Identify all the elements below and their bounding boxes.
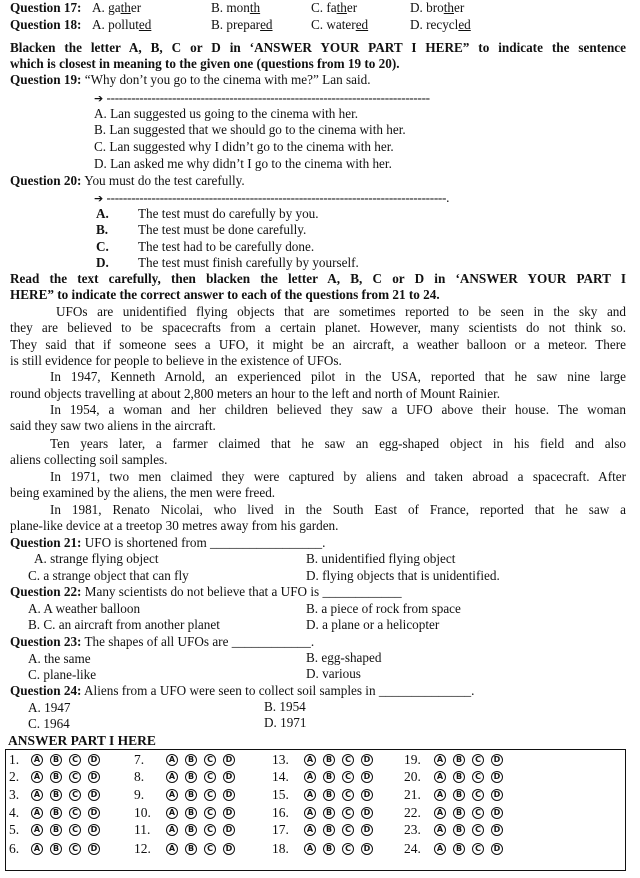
arrow-icon: ➔ <box>94 92 104 105</box>
answer-bubble-d[interactable]: D <box>491 771 503 783</box>
answer-bubble-a[interactable]: A <box>31 824 43 836</box>
q23-option-a: A. the same <box>28 651 91 666</box>
answer-bubble-d[interactable]: D <box>223 807 235 819</box>
answer-bubble-b[interactable]: B <box>453 789 465 801</box>
answer-bubble-b[interactable]: B <box>185 771 197 783</box>
answer-bubble-c[interactable]: C <box>204 807 216 819</box>
q20-option-a: The test must do carefully by you. <box>138 206 319 221</box>
answer-bubble-d[interactable]: D <box>223 824 235 836</box>
answer-bubble-d[interactable]: D <box>88 789 100 801</box>
answer-bubble-b[interactable]: B <box>50 771 62 783</box>
answer-row <box>9 822 107 838</box>
answer-row <box>9 787 107 803</box>
answer-bubble-c[interactable]: C <box>204 771 216 783</box>
answer-number: 22. <box>404 805 421 820</box>
answer-bubble-b[interactable]: B <box>453 754 465 766</box>
answer-number: 18. <box>272 841 289 856</box>
answer-number: 11. <box>134 822 151 837</box>
answer-number: 6. <box>9 841 20 856</box>
answer-number: 21. <box>404 787 421 802</box>
passage-line: said they saw two aliens in the aircraft. <box>10 418 216 433</box>
answer-bubble-b[interactable]: B <box>50 824 62 836</box>
answer-bubble-a[interactable]: A <box>304 789 316 801</box>
answer-bubble-a[interactable]: A <box>166 771 178 783</box>
answer-number: 1. <box>9 752 20 767</box>
instruction-line: which is closest in meaning to the given one (questions from 19 to 20). <box>10 56 400 71</box>
answer-bubble-a[interactable]: A <box>304 807 316 819</box>
answer-row <box>9 752 107 768</box>
answer-bubble-c[interactable]: C <box>342 824 354 836</box>
answer-row <box>134 787 242 803</box>
q23-option-b: B. egg-shaped <box>306 650 382 665</box>
answer-number: 7. <box>134 752 145 767</box>
q24-option-c: C. 1964 <box>28 716 70 731</box>
answer-row <box>404 841 510 857</box>
answer-number: 2. <box>9 769 20 784</box>
answer-bubble-a[interactable]: A <box>166 843 178 855</box>
q18-option-a: A. polluted <box>92 17 152 32</box>
answer-row <box>404 787 510 803</box>
answer-bubble-b[interactable]: B <box>185 843 197 855</box>
answer-bubble-b[interactable]: B <box>185 824 197 836</box>
answer-bubble-c[interactable]: C <box>204 824 216 836</box>
answer-number: 15. <box>272 787 289 802</box>
q24-option-b: B. 1954 <box>264 699 306 714</box>
answer-row <box>404 822 510 838</box>
passage-line: plane-like device at a treetop 30 metres away from his garden. <box>10 518 339 533</box>
answer-bubble-d[interactable]: D <box>361 807 373 819</box>
q19-option-a: A. Lan suggested us going to the cinema with her. <box>94 106 359 121</box>
answer-bubble-c[interactable]: C <box>69 754 81 766</box>
answer-bubble-d[interactable]: D <box>491 789 503 801</box>
q18-option-d: D. recycled <box>410 17 471 32</box>
answer-number: 24. <box>404 841 421 856</box>
answer-number: 14. <box>272 769 289 784</box>
q17-option-b: B. month <box>211 0 261 15</box>
passage-line: UFOs are unidentified flying objects that are sometimes reported to be seen in the sky and <box>56 304 626 319</box>
q20-rewrite-line: ➔ -----------------------------------------------------------------------------------. <box>94 190 450 205</box>
answer-bubble-d[interactable]: D <box>361 754 373 766</box>
answer-bubble-c[interactable]: C <box>342 754 354 766</box>
passage-line: round objects travelling at about 2,800 meters an hour to the left and north of Mount Rainier. <box>10 386 501 401</box>
q20-letter-d: D. <box>96 255 109 270</box>
q24-option-d: D. 1971 <box>264 715 307 730</box>
passage-line: Ten years later, a farmer claimed that he saw an egg-shaped object in his field and also <box>50 436 626 451</box>
answer-row <box>272 787 380 803</box>
answer-number: 9. <box>134 787 145 802</box>
answer-number: 3. <box>9 787 20 802</box>
answer-bubble-a[interactable]: A <box>434 789 446 801</box>
answer-bubble-b[interactable]: B <box>323 789 335 801</box>
answer-bubble-d[interactable]: D <box>491 824 503 836</box>
answer-bubble-c[interactable]: C <box>204 754 216 766</box>
answer-bubble-d[interactable]: D <box>88 754 100 766</box>
answer-number: 8. <box>134 769 145 784</box>
q19-option-d: D. Lan asked me why didn’t I go to the cinema with her. <box>94 156 392 171</box>
answer-number: 12. <box>134 841 151 856</box>
answer-bubble-c[interactable]: C <box>472 754 484 766</box>
answer-bubble-a[interactable]: A <box>434 771 446 783</box>
q18-label: Question 18: <box>10 17 82 32</box>
q20-stem: Question 20: You must do the test carefully. <box>10 173 245 188</box>
answer-row <box>134 805 242 821</box>
answer-bubble-c[interactable]: C <box>69 807 81 819</box>
answer-bubble-d[interactable]: D <box>88 807 100 819</box>
answer-bubble-d[interactable]: D <box>223 771 235 783</box>
answer-bubble-c[interactable]: C <box>472 771 484 783</box>
answer-bubble-d[interactable]: D <box>88 843 100 855</box>
answer-bubble-b[interactable]: B <box>50 843 62 855</box>
q20-option-c: The test had to be carefully done. <box>138 239 315 254</box>
answer-row <box>9 805 107 821</box>
instruction-line: Read the text carefully, then blacken the letter A, B, C or D in ‘ANSWER YOUR PART I <box>10 271 626 286</box>
passage-line: In 1954, a woman and her children believed they saw a UFO above their house. The woman <box>50 402 626 417</box>
answer-bubble-a[interactable]: A <box>166 754 178 766</box>
q17-label: Question 17: <box>10 0 82 15</box>
answer-bubble-a[interactable]: A <box>31 789 43 801</box>
q17-option-c: C. father <box>311 0 358 15</box>
answer-bubble-b[interactable]: B <box>323 754 335 766</box>
answer-number: 20. <box>404 769 421 784</box>
answer-bubble-a[interactable]: A <box>304 824 316 836</box>
answer-row <box>9 841 107 857</box>
q20-option-d: The test must finish carefully by yourself. <box>138 255 359 270</box>
answer-bubble-a[interactable]: A <box>166 789 178 801</box>
answer-row <box>404 805 510 821</box>
q23-stem: Question 23: The shapes of all UFOs are ____________. <box>10 634 315 649</box>
answer-row <box>272 841 380 857</box>
answer-bubble-b[interactable]: B <box>185 807 197 819</box>
q20-option-b: The test must be done carefully. <box>138 222 307 237</box>
answer-bubble-a[interactable]: A <box>434 843 446 855</box>
q19-rewrite-line: ➔ ------------------------------------------------------------------------------- <box>94 90 430 105</box>
answer-row <box>134 822 242 838</box>
answer-bubble-c[interactable]: C <box>472 824 484 836</box>
answer-bubble-c[interactable]: C <box>342 843 354 855</box>
answer-row <box>134 841 242 857</box>
answer-bubble-a[interactable]: A <box>304 843 316 855</box>
answer-bubble-c[interactable]: C <box>472 843 484 855</box>
answer-row <box>404 752 510 768</box>
answer-bubble-d[interactable]: D <box>491 807 503 819</box>
q24-option-a: A. 1947 <box>28 700 71 715</box>
answer-row <box>134 752 242 768</box>
answer-bubble-c[interactable]: C <box>342 807 354 819</box>
answer-bubble-c[interactable]: C <box>342 771 354 783</box>
answer-number: 10. <box>134 805 151 820</box>
answer-bubble-c[interactable]: C <box>69 771 81 783</box>
q23-option-d: D. various <box>306 666 361 681</box>
q23-option-c: C. plane-like <box>28 667 97 682</box>
answer-bubble-a[interactable]: A <box>31 843 43 855</box>
answer-bubble-b[interactable]: B <box>50 807 62 819</box>
answer-bubble-d[interactable]: D <box>361 824 373 836</box>
answer-number: 19. <box>404 752 421 767</box>
q20-letter-c: C. <box>96 239 109 254</box>
answer-bubble-d[interactable]: D <box>88 824 100 836</box>
answer-sheet-title: ANSWER PART I HERE <box>8 733 156 748</box>
answer-bubble-a[interactable]: A <box>434 824 446 836</box>
q21-stem: Question 21: UFO is shortened from _________________. <box>10 535 326 550</box>
answer-bubble-d[interactable]: D <box>361 789 373 801</box>
answer-bubble-b[interactable]: B <box>323 807 335 819</box>
q17-option-a: A. gather <box>92 0 142 15</box>
q22-option-b: B. a piece of rock from space <box>306 601 461 616</box>
passage-line: is still evidence for people to believe in the existence of UFOs. <box>10 353 342 368</box>
answer-bubble-b[interactable]: B <box>323 843 335 855</box>
answer-bubble-a[interactable]: A <box>434 754 446 766</box>
q21-option-d: D. flying objects that is unidentified. <box>306 568 500 583</box>
answer-number: 23. <box>404 822 421 837</box>
answer-bubble-d[interactable]: D <box>361 771 373 783</box>
answer-number: 4. <box>9 805 20 820</box>
answer-bubble-b[interactable]: B <box>185 789 197 801</box>
answer-bubble-d[interactable]: D <box>223 789 235 801</box>
answer-row <box>272 752 380 768</box>
q17-option-d: D. brother <box>410 0 465 15</box>
answer-bubble-d[interactable]: D <box>223 843 235 855</box>
passage-line: In 1971, two men claimed they were captured by aliens and taken abroad a spacecraft. After <box>50 469 626 484</box>
answer-bubble-c[interactable]: C <box>69 789 81 801</box>
passage-line: They said that if someone sees a UFO, it might be an aircraft, a weather balloon or a meteor. There <box>10 337 626 352</box>
q22-option-c: B. C. an aircraft from another planet <box>28 617 220 632</box>
answer-number: 5. <box>9 822 20 837</box>
q22-option-a: A. A weather balloon <box>28 601 141 616</box>
answer-row <box>404 769 510 785</box>
answer-row <box>272 769 380 785</box>
q21-option-a: A. strange flying object <box>34 551 159 566</box>
q20-letter-b: B. <box>96 222 109 237</box>
answer-bubble-b[interactable]: B <box>50 789 62 801</box>
answer-bubble-c[interactable]: C <box>69 824 81 836</box>
answer-bubble-c[interactable]: C <box>342 789 354 801</box>
q21-option-b: B. unidentified flying object <box>306 551 456 566</box>
answer-bubble-d[interactable]: D <box>88 771 100 783</box>
answer-bubble-a[interactable]: A <box>434 807 446 819</box>
answer-bubble-c[interactable]: C <box>204 843 216 855</box>
answer-bubble-d[interactable]: D <box>361 843 373 855</box>
passage-line: aliens collecting soil samples. <box>10 452 168 467</box>
answer-bubble-c[interactable]: C <box>472 789 484 801</box>
answer-bubble-a[interactable]: A <box>31 807 43 819</box>
answer-bubble-a[interactable]: A <box>166 824 178 836</box>
passage-line: In 1981, Renato Nicolai, who lived in the South East of France, reported that he saw a <box>50 502 626 517</box>
q24-stem: Question 24: Aliens from a UFO were seen to collect soil samples in ______________. <box>10 683 475 698</box>
answer-bubble-a[interactable]: A <box>31 771 43 783</box>
answer-bubble-b[interactable]: B <box>50 754 62 766</box>
answer-row <box>272 805 380 821</box>
arrow-icon: ➔ <box>94 192 104 205</box>
answer-row <box>272 822 380 838</box>
q19-option-c: C. Lan suggested why I didn’t go to the cinema with her. <box>94 139 394 154</box>
answer-row <box>9 769 107 785</box>
q21-option-c: C. a strange object that can fly <box>28 568 189 583</box>
q18-option-c: C. watered <box>311 17 369 32</box>
answer-bubble-b[interactable]: B <box>453 824 465 836</box>
answer-bubble-b[interactable]: B <box>323 771 335 783</box>
passage-line: In 1947, Kenneth Arnold, an experienced pilot in the USA, reported that he saw nine large <box>50 369 626 384</box>
answer-bubble-c[interactable]: C <box>472 807 484 819</box>
instruction-line: Blacken the letter A, B, C or D in ‘ANSWER YOUR PART I HERE” to indicate the sentence <box>10 40 626 55</box>
answer-bubble-a[interactable]: A <box>304 754 316 766</box>
answer-number: 17. <box>272 822 289 837</box>
answer-bubble-a[interactable]: A <box>166 807 178 819</box>
instruction-line: HERE” to indicate the correct answer to each of the questions from 21 to 24. <box>10 287 440 302</box>
passage-line: they are believed to be spacecrafts from a certain planet. However, many scientists do not think so. <box>10 320 626 335</box>
answer-bubble-b[interactable]: B <box>185 754 197 766</box>
q22-stem: Question 22: Many scientists do not believe that a UFO is ____________ <box>10 584 402 599</box>
answer-bubble-c[interactable]: C <box>69 843 81 855</box>
q22-option-d: D. a plane or a helicopter <box>306 617 440 632</box>
answer-bubble-a[interactable]: A <box>31 754 43 766</box>
answer-bubble-b[interactable]: B <box>323 824 335 836</box>
answer-bubble-c[interactable]: C <box>204 789 216 801</box>
passage-line: being examined by the aliens, the men were freed. <box>10 485 276 500</box>
q19-option-b: B. Lan suggested that we should go to the cinema with her. <box>94 122 406 137</box>
answer-number: 13. <box>272 752 289 767</box>
answer-bubble-b[interactable]: B <box>453 807 465 819</box>
q20-letter-a: A. <box>96 206 109 221</box>
q18-option-b: B. prepared <box>211 17 273 32</box>
answer-bubble-d[interactable]: D <box>491 754 503 766</box>
answer-bubble-a[interactable]: A <box>304 771 316 783</box>
answer-bubble-d[interactable]: D <box>223 754 235 766</box>
answer-bubble-b[interactable]: B <box>453 843 465 855</box>
q19-stem: Question 19: “Why don’t you go to the cinema with me?” Lan said. <box>10 72 371 87</box>
answer-number: 16. <box>272 805 289 820</box>
answer-bubble-b[interactable]: B <box>453 771 465 783</box>
answer-bubble-d[interactable]: D <box>491 843 503 855</box>
answer-row <box>134 769 242 785</box>
